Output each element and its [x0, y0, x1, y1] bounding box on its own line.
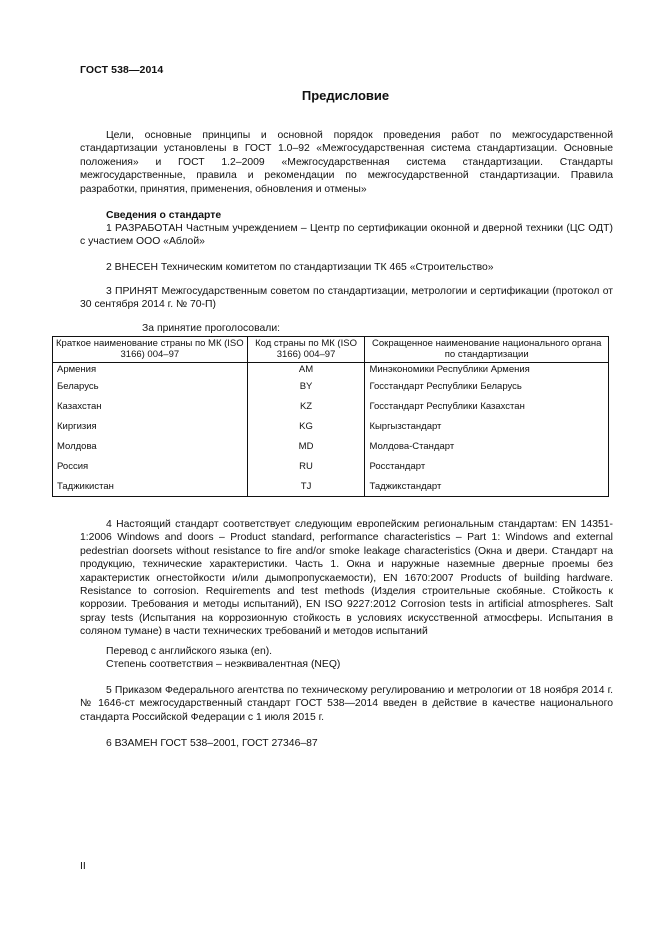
item-4-text: 4 Настоящий стандарт соответствует следующим европейским региональным стандартам: EN 14351-1:2006 Windows and doors – Product standard, performance characteristics – Part 1: Windows and external pedestrian doorsets without resistance to fire and/or smoke leakage characteristics (Окна и двери. Стандарт на продукцию, технические характеристики. Часть 1. Окна и наружные наземные дверные проемы без характеристик огнестойкости и/или дымопропускаемости), EN 1670:2007 Products of building hardware. Resistance to corrosion. Requirements and test methods (Изделия строительные скобяные. Стойкость к коррозии. Требования и методы испытаний), EN ISO 9227:2012 Corrosion tests in artificial atmospheres. Salt spray tests (Испытания на коррозионную стойкость в условиях искусственной атмосферы. Испытания в соляном тумане) в части технических требований и методов испытаний — [80, 519, 613, 638]
country-cell: Казахстан — [53, 396, 248, 416]
item-2-paragraph — [80, 261, 613, 274]
table-row — [53, 476, 609, 497]
standard-code-header: ГОСТ 538—2014 — [80, 64, 164, 76]
code-cell: RU — [247, 456, 365, 476]
body-cell: Госстандарт Республики Беларусь — [365, 376, 609, 396]
code-cell: KZ — [247, 396, 365, 416]
item-5-text: 5 Приказом Федерального агентства по техническому регулированию и метрологии от 18 ноября 2014 г. № 1646-ст межгосударственный стандарт ГОСТ 538—2014 введен в действие в качестве национального стандарта Российской Федерации с 1 июля 2015 г. — [80, 685, 613, 723]
table-row — [53, 396, 609, 416]
item-2-text: 2 ВНЕСЕН Техническим комитетом по стандартизации ТК 465 «Строительство» — [106, 262, 494, 273]
table-row — [53, 436, 609, 456]
item-1-paragraph — [80, 222, 613, 249]
item-5-paragraph — [80, 684, 613, 724]
page-title: Предисловие — [301, 88, 390, 103]
item-4-paragraph — [80, 518, 613, 639]
page-number: II — [80, 860, 86, 872]
country-cell: Армения — [53, 363, 248, 377]
body-cell: Госстандарт Республики Казахстан — [365, 396, 609, 416]
table-row — [53, 376, 609, 396]
body-cell: Таджикстандарт — [365, 476, 609, 497]
code-cell: KG — [247, 416, 365, 436]
column-header-country: Краткое наименование страны по МК (ISO 3166) 004–97 — [53, 337, 248, 363]
table-row — [53, 416, 609, 436]
item-1-text: 1 РАЗРАБОТАН Частным учреждением – Центр по сертификации оконной и дверной техники (ЦС ОДТ) с участием ООО «Аблой» — [80, 223, 613, 248]
item-3-paragraph — [80, 285, 613, 312]
votes-header-row — [53, 337, 609, 363]
code-cell: AM — [247, 363, 365, 377]
conformity-degree: Степень соответствия – неэквивалентная (NEQ) — [106, 659, 341, 670]
translation-note: Перевод с английского языка (en). — [106, 646, 273, 657]
votes-caption: За принятие проголосовали: — [142, 323, 281, 334]
intro-text: Цели, основные принципы и основной порядок проведения работ по межгосударственной стандартизации установлены в ГОСТ 1.0–92 «Межгосударственная система стандартизации. Основные положения» и ГОСТ 1.2–2009 «Межгосударственная система стандартизации. Стандарты межгосударственные, правила и рекомендации по межгосударственной стандартизации. Правила разработки, принятия, применения, обновления и отмены» — [80, 130, 613, 195]
body-cell: Росстандарт — [365, 456, 609, 476]
votes-table — [52, 336, 609, 497]
table-row — [53, 456, 609, 476]
country-cell: Молдова — [53, 436, 248, 456]
country-cell: Беларусь — [53, 376, 248, 396]
code-cell: MD — [247, 436, 365, 456]
code-cell: BY — [247, 376, 365, 396]
country-cell: Таджикистан — [53, 476, 248, 497]
body-cell: Минэкономики Республики Армения — [365, 363, 609, 377]
item-6-text: 6 ВЗАМЕН ГОСТ 538–2001, ГОСТ 27346–87 — [106, 738, 318, 749]
country-cell: Киргизия — [53, 416, 248, 436]
code-cell: TJ — [247, 476, 365, 497]
table-row — [53, 363, 609, 377]
column-header-code: Код страны по МК (ISO 3166) 004–97 — [247, 337, 365, 363]
item-3-text: 3 ПРИНЯТ Межгосударственным советом по стандартизации, метрологии и сертификации (протокол от 30 сентября 2014 г. № 70-П) — [80, 286, 613, 311]
column-header-body: Сокращенное наименование национального органа по стандартизации — [365, 337, 609, 363]
about-heading: Сведения о стандарте — [106, 210, 222, 221]
body-cell: Молдова-Стандарт — [365, 436, 609, 456]
body-cell: Кыргызстандарт — [365, 416, 609, 436]
intro-paragraph — [80, 129, 613, 196]
country-cell: Россия — [53, 456, 248, 476]
